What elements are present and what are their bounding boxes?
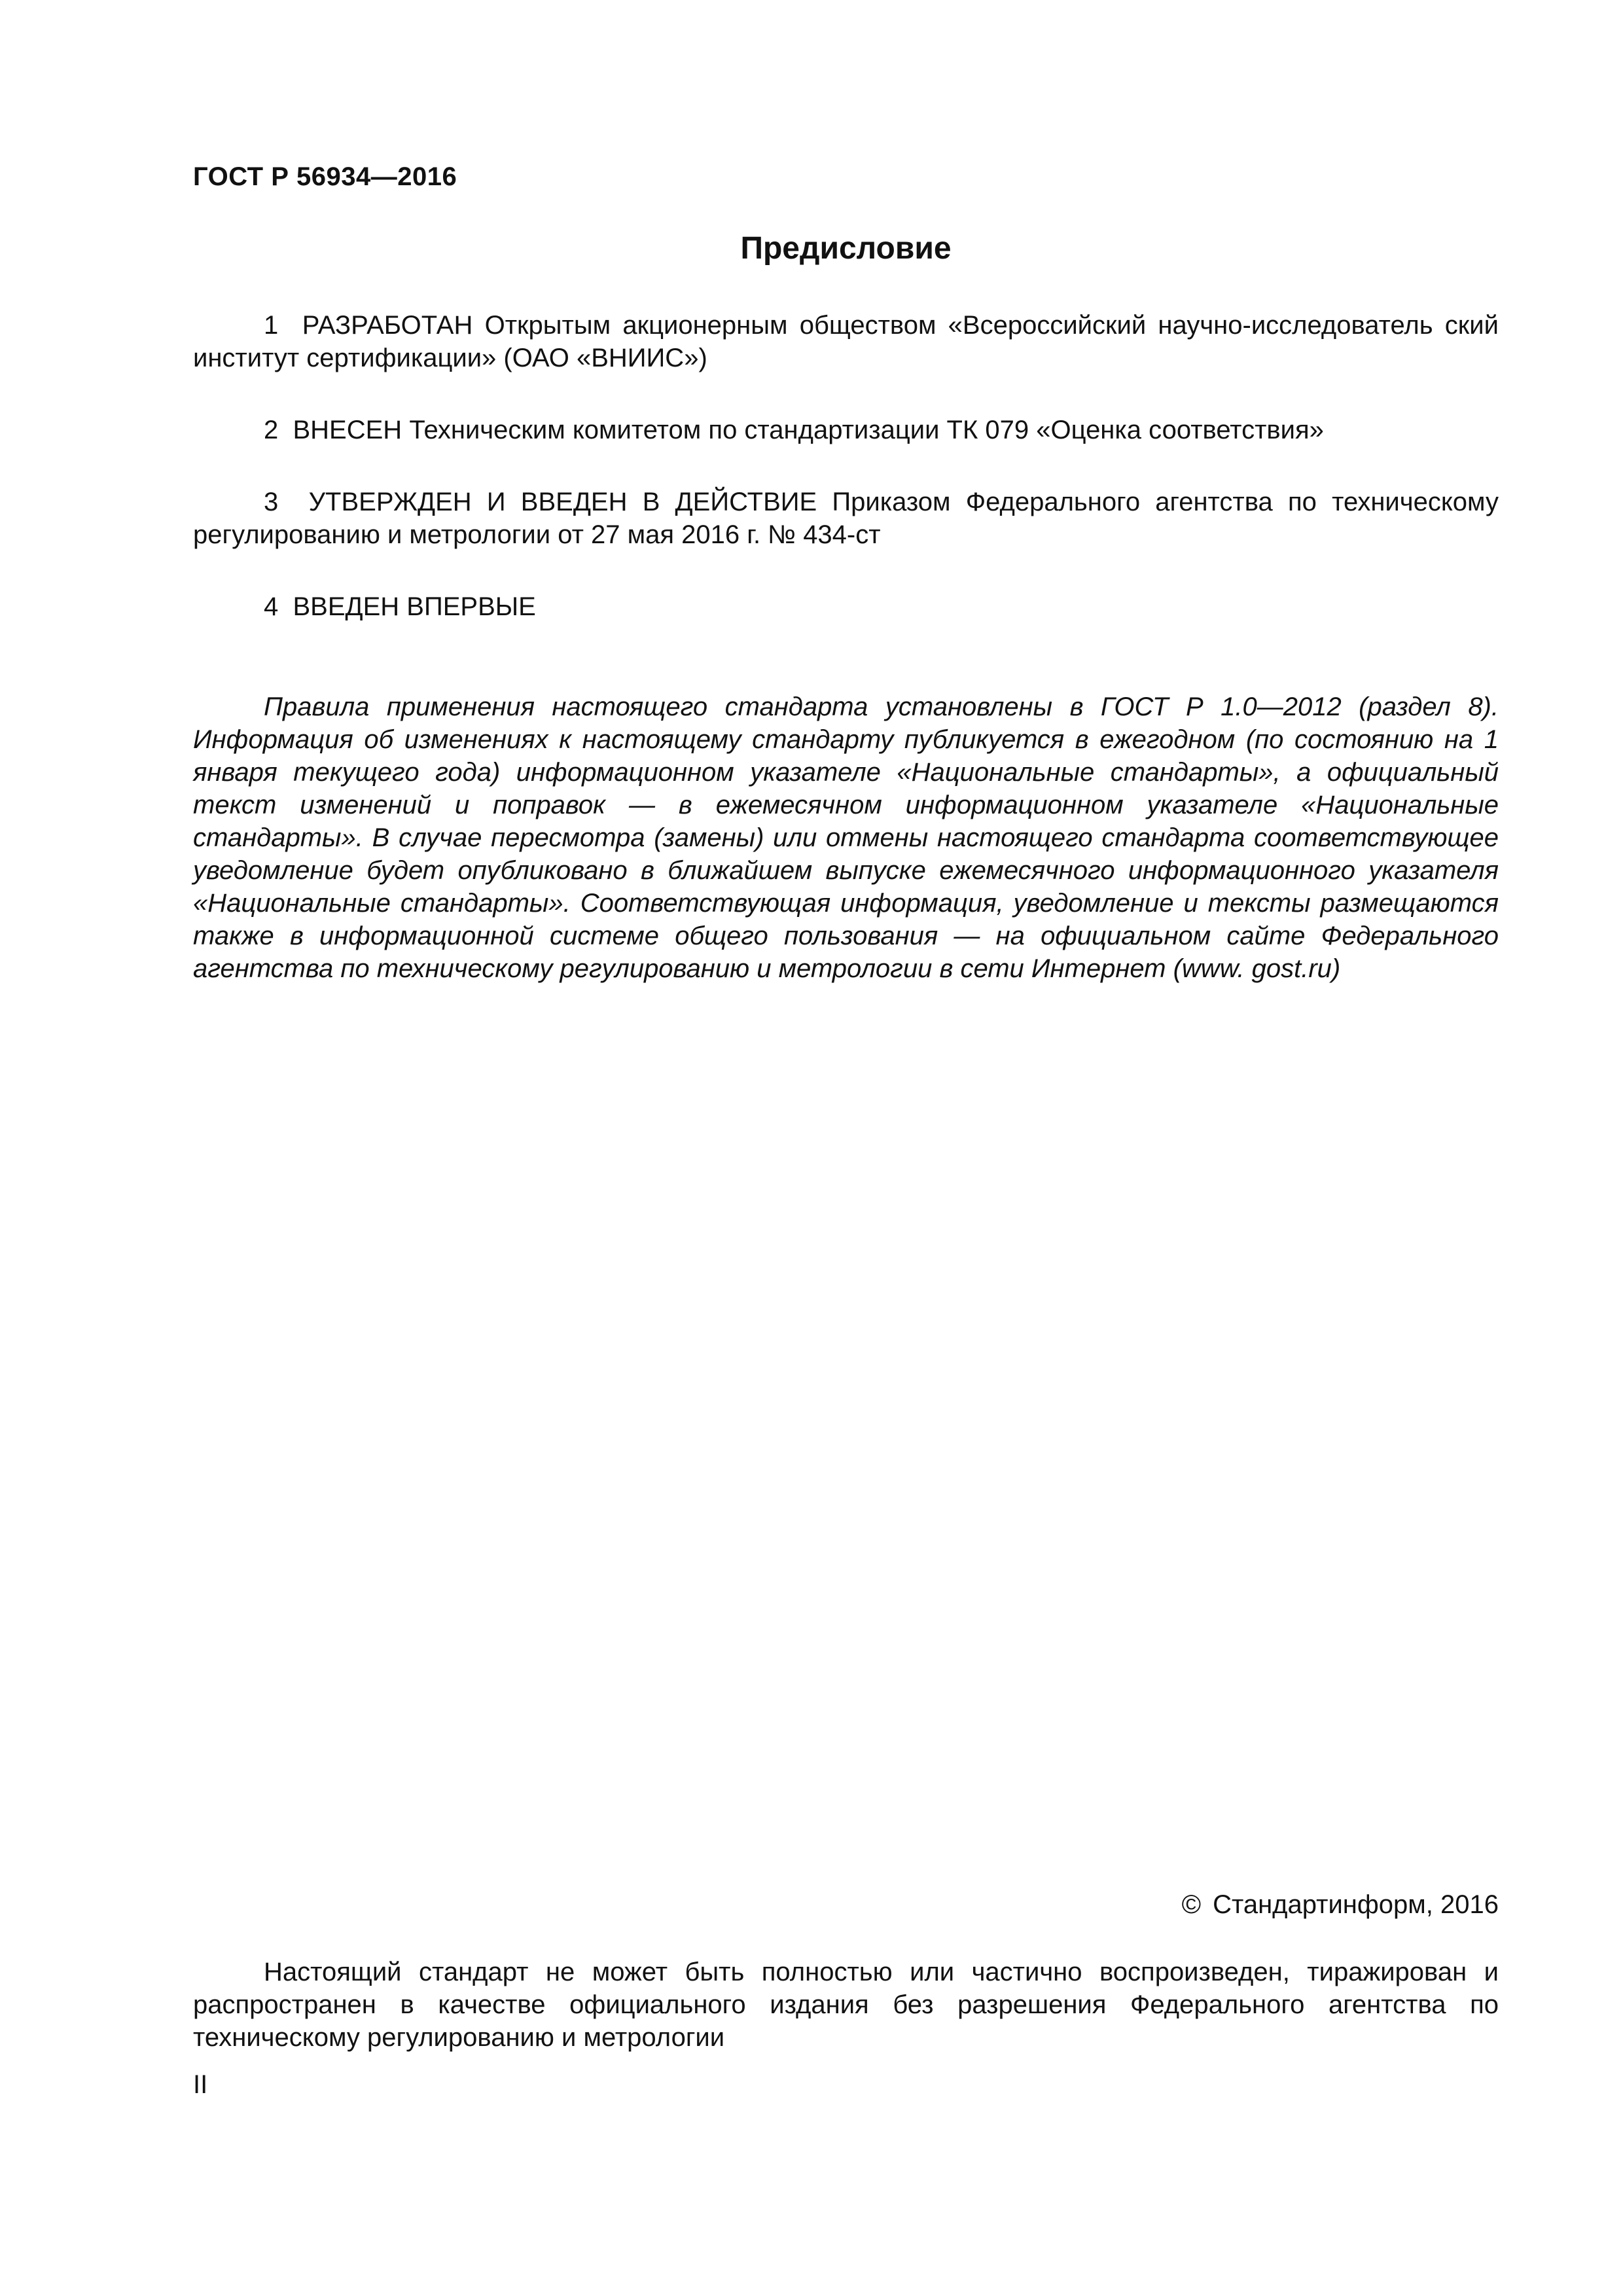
document-code: ГОСТ Р 56934—2016 <box>193 162 457 191</box>
page-number: II <box>193 2070 208 2099</box>
item-text: Приказом Федерального агентства по техническому регулированию и метрологии от 27 мая 2016 г. № 434-ст <box>193 488 1499 549</box>
copyright-symbol: © <box>1181 1890 1202 1919</box>
item-number: 2 <box>264 416 279 444</box>
copyright-line <box>1182 1890 1499 1920</box>
page-title: Предисловие <box>740 231 952 266</box>
copyright-text: Стандартинформ, 2016 <box>1213 1890 1499 1919</box>
item-text: Открытым акционерным обществом «Всероссийский научно-исследователь ский институт сертификации» (ОАО «ВНИИС») <box>193 311 1499 372</box>
item-number: 4 <box>264 592 279 621</box>
reproduction-restriction: Настоящий стандарт не может быть полностью или частично воспроизведен, тиражирован и распространен в качестве официального издания без разрешения Федерального агентства по техническому регулированию и метрологии <box>193 1958 1499 2052</box>
item-number: 1 <box>264 311 279 340</box>
foreword-item-4 <box>193 590 1499 623</box>
foreword-items <box>193 309 1499 662</box>
item-text: Техническим комитетом по стандартизации ТК 079 «Оценка соответствия» <box>409 416 1324 444</box>
item-heading: ВНЕСЕН <box>293 416 402 444</box>
foreword-item-2 <box>193 414 1499 446</box>
foreword-item-1 <box>193 309 1499 374</box>
item-heading: РАЗРАБОТАН <box>302 311 473 340</box>
foreword-item-3 <box>193 486 1499 551</box>
item-heading: ВВЕДЕН ВПЕРВЫЕ <box>293 592 536 621</box>
item-number: 3 <box>264 488 279 516</box>
application-rules-notice: Правила применения настоящего стандарта установлены в ГОСТ Р 1.0—2012 (раздел 8). Информация об изменениях к настоящему стандарту публикуется в ежегодном (по состоянию на 1 января текущего года) информационном указателе «Национальные стандарты», а официальный текст изменений и поправок — в ежемесячном информационном указателе «Национальные стандарты». В случае пересмотра (замены) или отмены настоящего стандарта соответствующее уведомление будет опубликовано в ближайшем выпуске ежемесячного информационного указателя «Национальные стандарты». Соответствующая информация, уведомление и тексты размещаются также в информационной системе общего пользования — на официальном сайте Федерального агентства по техническому регулированию и метрологии в сети Интернет (www. gost.ru) <box>193 692 1499 983</box>
item-heading: УТВЕРЖДЕН И ВВЕДЕН В ДЕЙСТВИЕ <box>308 488 817 516</box>
